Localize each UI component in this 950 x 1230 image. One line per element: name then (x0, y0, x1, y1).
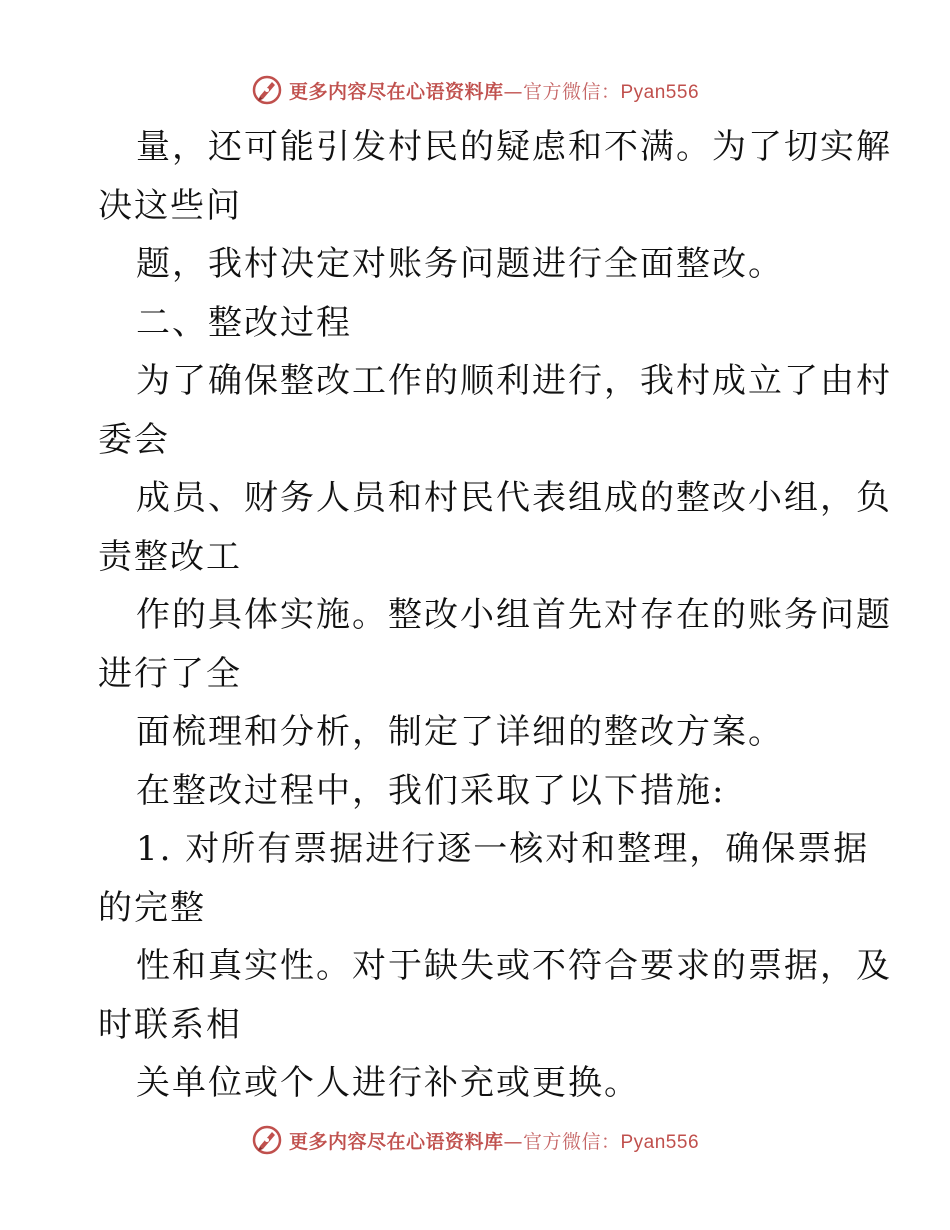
body-line: 在整改过程中，我们采取了以下措施: (136, 770, 726, 811)
body-line: 时联系相 (98, 1004, 242, 1045)
watermark-separator: — (503, 1130, 523, 1153)
header-watermark (0, 70, 950, 110)
body-line: 量，还可能引发村民的疑虑和不满。为了切实解 (136, 127, 892, 167)
body-line: 面梳理和分析，制定了详细的整改方案。 (136, 712, 784, 752)
pen-logo-icon (251, 74, 283, 106)
body-line: 责整改工 (98, 536, 242, 577)
body-line: 的完整 (98, 887, 206, 928)
document-body (98, 118, 892, 1113)
list-item: 1. 对所有票据进行逐一核对和整理，确保票据 (136, 829, 870, 869)
watermark-separator: — (503, 80, 523, 103)
pen-logo-icon (251, 1124, 283, 1156)
watermark-wechat-id: Pyan556 (620, 81, 700, 103)
body-line: 成员、财务人员和村民代表组成的整改小组，负 (136, 478, 892, 518)
body-line: 委会 (98, 419, 170, 460)
watermark-main-text: 更多内容尽在心语资料库 (288, 1130, 504, 1153)
body-line: 题，我村决定对账务问题进行全面整改。 (136, 244, 784, 284)
body-line: 进行了全 (98, 653, 242, 694)
body-line: 作的具体实施。整改小组首先对存在的账务问题 (136, 595, 892, 635)
watermark-sub-text: 官方微信： (522, 80, 621, 103)
watermark-wechat-id: Pyan556 (620, 1131, 700, 1153)
watermark-main-text: 更多内容尽在心语资料库 (288, 80, 504, 103)
watermark-sub-text: 官方微信： (522, 1130, 621, 1153)
footer-watermark (0, 1120, 950, 1160)
section-heading: 二、整改过程 (136, 302, 352, 343)
body-line: 决这些问 (98, 185, 242, 226)
body-line: 为了确保整改工作的顺利进行，我村成立了由村 (136, 361, 892, 401)
body-line: 关单位或个人进行补充或更换。 (136, 1063, 640, 1103)
body-line: 性和真实性。对于缺失或不符合要求的票据，及 (136, 946, 892, 986)
